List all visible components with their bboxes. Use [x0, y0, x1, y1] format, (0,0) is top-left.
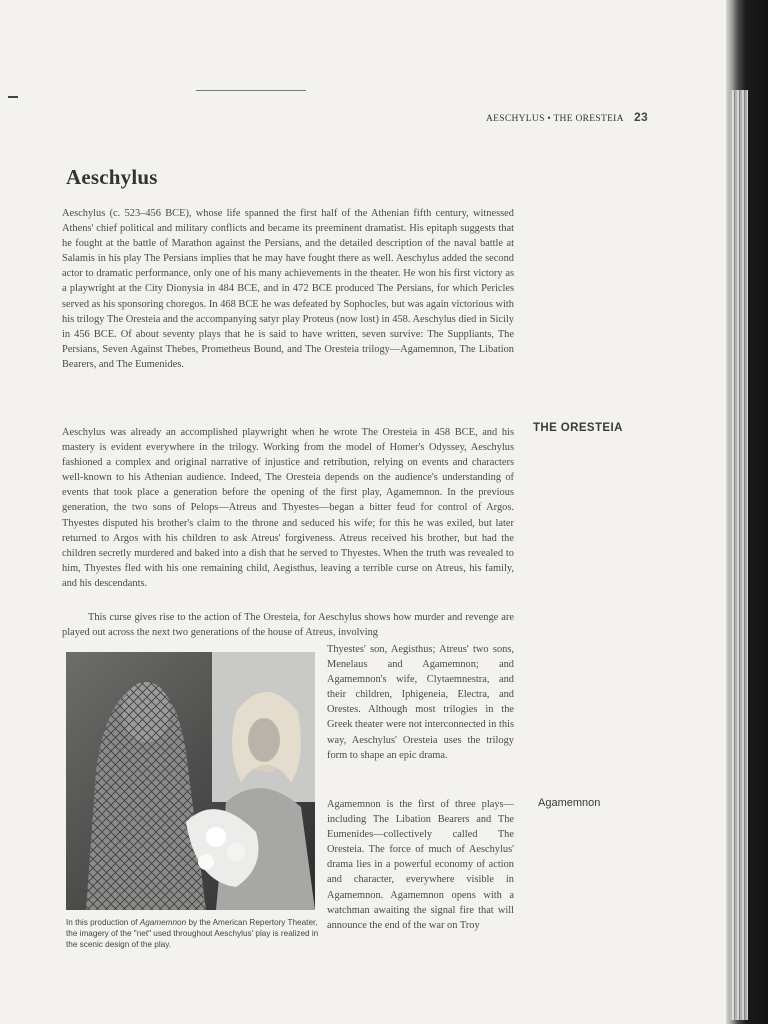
oresteia-paragraph-2: This curse gives rise to the action of The Oresteia, for Aeschylus shows how murder and revenge are played out across the next two generations of the house of Atreus, involving [62, 612, 514, 639]
production-photo-illustration [66, 652, 315, 910]
section-heading-agamemnon: Agamemnon [538, 797, 601, 809]
photo-caption [66, 917, 321, 950]
page-number: 23 [633, 110, 648, 124]
intro-paragraph: Aeschylus (c. 523–456 BCE), whose life spanned the first half of the Athenian fifth century, witnessed Athens' chief political and military conflicts and became its preeminent dramatist. His epitaph suggests that he fought at the battle of Marathon against the Persians, and the detailed description of the naval battle at Salamis in his play The Persians implies that he may have fought there as well. Aeschylus added the second actor to dramatic performance, only one of his many achievements in the theater. He won his first victory as a playwright at the City Dionysia in 484 BCE, and in 472 BCE produced The Persians, for which Pericles served as his sponsoring choregos. In 468 BCE he was defeated by Sophocles, but was again victorious with his trilogy The Oresteia and the accompanying satyr play Proteus (now lost) in 458. Aeschylus died in Sicily in 456 BCE. Of about seventy plays that he is said to have written, seven survive: The Suppliants, The Persians, Seven Against Thebes, Prometheus Bound, and The Oresteia trilogy—Agamemnon, The Libation Bearers, and The Eumenides. [62, 208, 514, 370]
caption-text-post: by the American Repertory Theater, the imagery of the "net" used throughout Aeschylus' play is realized in the scenic design of the play. [66, 918, 319, 949]
chapter-title: Aeschylus [66, 165, 158, 189]
oresteia-paragraph-1: Aeschylus was already an accomplished playwright when he wrote The Oresteia in 458 BCE, and his mastery is evident everywhere in the trilogy. Working from the model of Homer's Odyssey, Aeschylus fashioned a complex and original narrative of injustice and retribution, relying on events and characters well-known to his Athenian audience. Indeed, The Oresteia depends on the audience's understanding of events that took place a generation before the opening of the first play, Agamemnon. In the previous generation, the two sons of Pelops—Atreus and Thyestes—began a bitter feud for control of Argos. Thyestes disputed his brother's claim to the throne and seduced his wife; for this he was exiled, but later returned to Argos with his children to ask Atreus' forgiveness. Atreus received his brother, but had the children secretly murdered and baked into a dish that he served to Thyestes. When the truth was revealed to him, Thyestes fled with his one remaining child, Aegisthus, leaving a terrible curse on Atreus, his family, and his descendants. [62, 427, 514, 589]
running-head [486, 110, 656, 124]
oresteia-paragraph-2-column: Thyestes' son, Aegisthus; Atreus' two sons, Menelaus and Agamemnon; and Agamemnon's wife, Clytaemnestra, and their children, Iphigeneia, Electra, and Orestes. Although most trilogies in the Greek theater were not interconnected in this way, Aeschylus' Oresteia uses the trilogy form to shape an epic drama. [327, 644, 514, 761]
margin-tick [8, 96, 18, 98]
caption-text-pre: In this production of [66, 918, 140, 927]
production-photo [66, 652, 315, 910]
top-rule [196, 90, 306, 91]
page-stack-edge [730, 90, 748, 1020]
section-heading-oresteia: THE ORESTEIA [533, 422, 623, 434]
caption-title: Agamemnon [139, 918, 187, 927]
running-head-title: AESCHYLUS • THE ORESTEIA [486, 114, 624, 124]
agamemnon-paragraph: Agamemnon is the first of three plays—including The Libation Bearers and The Eumenides—collectively called The Oresteia. The force of much of Aeschylus' drama lies in a powerful economy of action and character, everywhere visible in Agamemnon. Agamemnon opens with a watchman awaiting the signal fire that will announce the end of the war on Troy [327, 799, 514, 931]
